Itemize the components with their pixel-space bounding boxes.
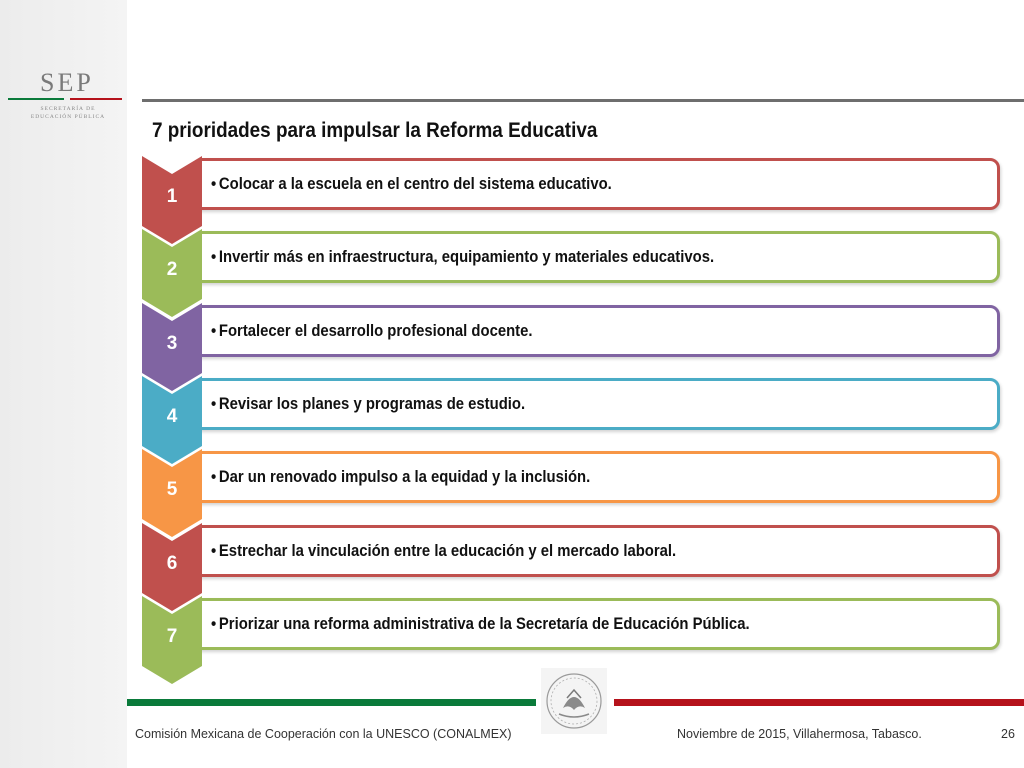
priority-label: Invertir más en infraestructura, equipamiento y materiales educativos.: [218, 248, 715, 267]
footer-red-bar: [614, 699, 1024, 706]
priority-box: [192, 158, 1000, 210]
priority-box: [192, 451, 1000, 503]
priority-label: Estrechar la vinculación entre la educación y el mercado laboral.: [218, 541, 677, 560]
priority-label: Colocar a la escuela en el centro del sistema educativo.: [218, 175, 612, 193]
priority-box: [192, 598, 1000, 650]
priority-text: [211, 395, 525, 414]
priority-text: [211, 542, 676, 561]
priority-number: 2: [166, 259, 178, 281]
priority-label: Fortalecer el desarrollo profesional docente.: [218, 321, 533, 340]
bullet-icon: •: [211, 394, 217, 413]
footer-date-location: Noviembre de 2015, Villahermosa, Tabasco.: [677, 727, 922, 741]
priority-label: Priorizar una reforma administrativa de la Secretaría de Educación Pública.: [218, 614, 750, 633]
priority-text: [211, 615, 750, 634]
logo-line-2: EDUCACIÓN PÚBLICA: [30, 114, 106, 120]
priority-box: [192, 305, 1000, 357]
logo-green-stripe: [8, 98, 64, 100]
priority-number: 7: [166, 625, 178, 647]
sep-logo: [8, 68, 126, 128]
priority-number: 1: [166, 186, 178, 207]
priority-text: [211, 248, 714, 267]
bullet-icon: •: [211, 468, 217, 487]
priority-number: 5: [166, 479, 178, 501]
bullet-icon: •: [211, 614, 217, 633]
bullet-icon: •: [211, 248, 217, 267]
header-rule: [142, 99, 1024, 102]
priority-number: 4: [166, 405, 178, 427]
priority-label: Revisar los planes y programas de estudio.: [218, 394, 526, 413]
priority-box: [192, 525, 1000, 577]
footer-organization: Comisión Mexicana de Cooperación con la UNESCO (CONALMEX): [135, 727, 512, 741]
slide-title: 7 prioridades para impulsar la Reforma Educativa: [152, 119, 598, 142]
priority-box: [192, 231, 1000, 283]
logo-name: SEP: [40, 68, 94, 97]
footer-green-bar: [127, 699, 536, 706]
priority-text: [211, 468, 590, 487]
bullet-icon: •: [211, 321, 217, 340]
priority-box: [192, 378, 1000, 430]
priority-text: [211, 175, 612, 194]
priority-number: 3: [166, 332, 178, 354]
bullet-icon: •: [211, 175, 217, 193]
logo-red-stripe: [70, 98, 122, 100]
page-number: 26: [1001, 727, 1015, 741]
bullet-icon: •: [211, 541, 217, 560]
priority-label: Dar un renovado impulso a la equidad y la inclusión.: [218, 468, 591, 487]
mexican-coat-of-arms-icon: [541, 668, 607, 734]
priority-text: [211, 322, 532, 341]
priority-number: 6: [166, 552, 178, 574]
logo-line-1: SECRETARÍA DE: [40, 106, 96, 112]
